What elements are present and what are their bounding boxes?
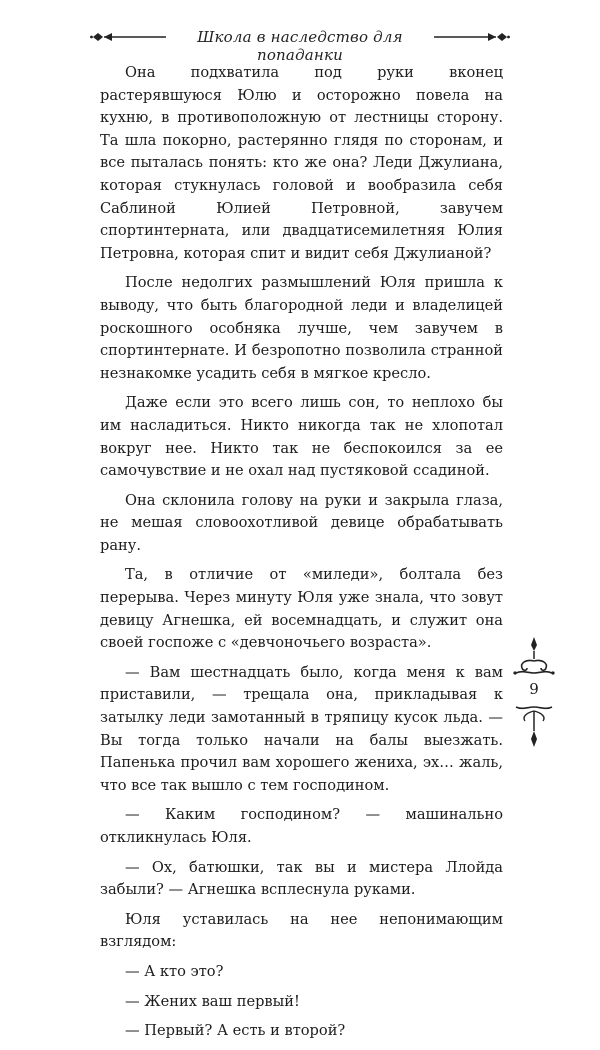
paragraph: — Каким господином? — машинально откликнулась Юля. — [100, 806, 503, 846]
paragraph: — Жених ваш первый! — [125, 992, 300, 1010]
paragraph: — Ох, батюшки, так вы и мистера Ллойда забыли? — Агнешка всплеснула руками. — [100, 858, 503, 899]
paragraph: После недолгих размышлений Юля пришла к выводу, что быть благородной леди и владелицей роскошного особняка лучше, чем завучем в спортинтернате. И безропотно позволила странной незнакомке усадить себя в мягкое кресло. — [100, 274, 503, 382]
paragraph: Юля уставилась на нее непонимающим взглядом: — [100, 910, 503, 951]
paragraph: — А кто это? — [125, 962, 224, 980]
paragraph: Она подхватила под руки вконец растерявшуюся Юлю и осторожно повела на кухню, в противоположную от лестницы сторону. Та шла покорно, растерянно глядя по сторонам, и все пыталась понять: кто же она? Леди Джулиана, которая стукнулась головой и вообразила себя Саблиной Юлией Петровной, завучем спортинтерната, или двадцатисемилетняя Юлия Петровна, которая спит и видит себя Джулианой? — [100, 64, 503, 262]
paragraph: Даже если это всего лишь сон, то неплохо бы им насладиться. Никто никогда так не хлопотал вокруг нее. Никто так не беспокоился за ее самочувствие и не охал над пустяковой ссадиной. — [100, 394, 503, 480]
header-ornament-left-icon — [90, 30, 168, 44]
paragraph: — Вам шестнадцать было, когда меня к вам приставили, — трещала она, прикладывая к затылку леди замотанный в тряпицу кусок льда. — Вы тогда только начали на балы выезжать. Папенька прочил вам хорошего жениха, эх… жаль, что все так вышло с тем господином. — [100, 663, 503, 794]
page-number: 9 — [529, 680, 539, 698]
header-title: Школа в наследство для попаданки — [197, 28, 403, 64]
paragraph: Та, в отличие от «миледи», болтала без перерыва. Через минуту Юля уже знала, что зовут девицу Агнешка, ей восемнадцать, и служит она своей госпоже с «девчоночьего возраста». — [100, 566, 503, 652]
running-header — [0, 18, 600, 64]
paragraph: Она склонила голову на руки и закрыла глаза, не мешая словоохотливой девице обрабатывать рану. — [100, 491, 503, 554]
header-ornament-right-icon — [432, 30, 510, 44]
paragraph: — Первый? А есть и второй? — [125, 1022, 346, 1040]
body-text — [100, 62, 503, 1050]
